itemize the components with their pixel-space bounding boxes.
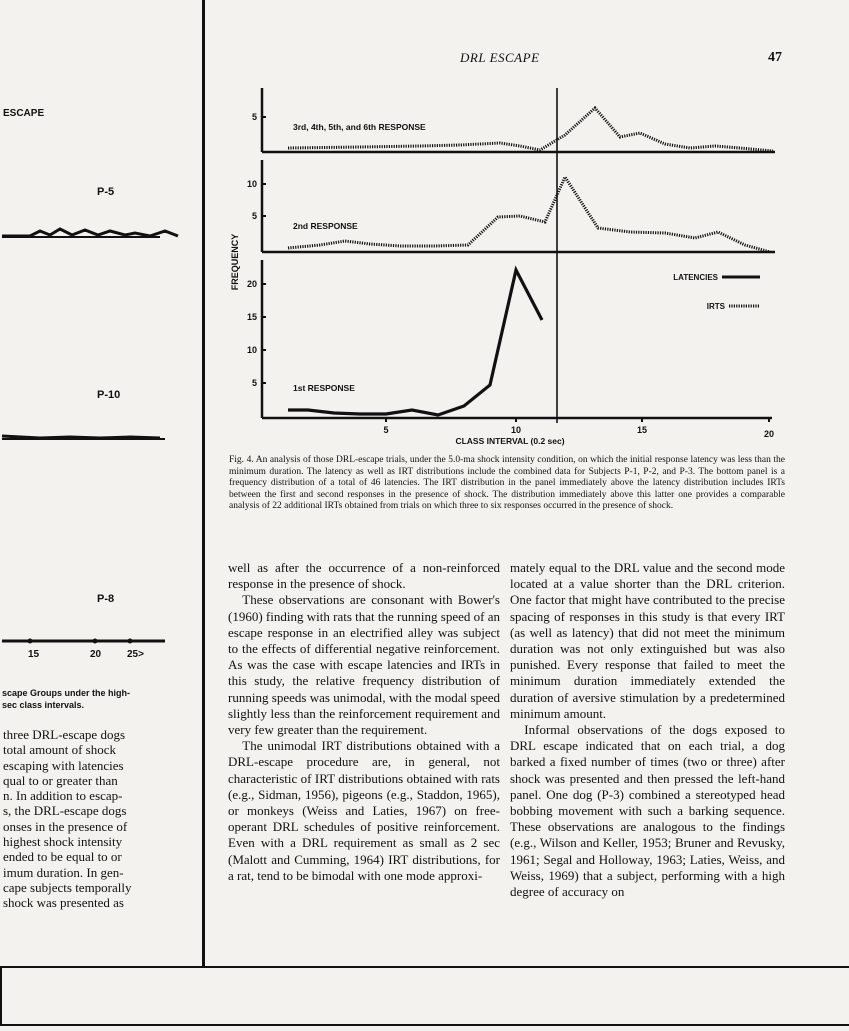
left-text-line: n. In addition to escap- xyxy=(3,788,123,804)
panel-bottom-label: 1st RESPONSE xyxy=(293,383,355,393)
panel-middle-irt-curve xyxy=(288,177,770,252)
left-panel-curve-p10 xyxy=(0,428,180,448)
panel-middle-y-tick: 5 xyxy=(251,211,257,221)
left-text-line: three DRL-escape dogs xyxy=(3,727,126,742)
panel-bottom-y-tick: 15 xyxy=(246,312,257,322)
x-tick-10: 10 xyxy=(510,425,522,435)
body-paragraph: well as after the occurrence of a non-reinforced response in the presence of shock. xyxy=(228,560,500,592)
figure-4 xyxy=(220,80,790,452)
left-panel-label-p8: P-8 xyxy=(97,593,115,605)
page-bottom-edge xyxy=(0,1024,849,1026)
x-tick-15: 15 xyxy=(636,425,648,435)
legend-latencies-label: LATENCIES xyxy=(673,273,718,282)
page-bottom-left-edge xyxy=(0,966,2,1026)
figure-caption: Fig. 4. An analysis of those DRL-escape trials, under the 5.0-ma shock intensity condition, on which the initial response latency was less than the minimum duration. The latency as well as IRT distributions include the combined data for Subjects P-1, P-2, and P-3. The bottom panel is a frequency distribution of a total of 46 latencies. The IRT distribution in the panel immediately above the latency distribution includes IRTs between the first and second responses in the presence of shock. The distribution immediately above this latter one provides a comparable analysis of 22 additional IRTs obtained from trials on which three to six responses occurred in the presence of shock. xyxy=(229,455,785,512)
left-panel-label-p10: P-10 xyxy=(97,389,121,401)
x-tick-5: 5 xyxy=(383,425,389,435)
left-text-line: s, the DRL-escape dogs xyxy=(3,803,127,819)
left-panel-curve-p5 xyxy=(0,222,180,242)
left-page-title: ESCAPE xyxy=(3,108,45,119)
left-text-line: cape subjects temporally xyxy=(3,879,132,895)
left-panel-axis-p8 xyxy=(0,632,180,648)
left-text-line: escaping with latencies xyxy=(3,757,124,773)
panel-bottom-y-tick: 20 xyxy=(246,279,257,289)
body-column-right xyxy=(510,560,785,900)
body-paragraph: mately equal to the DRL value and the second mode located at a value shorter than the DRL criterion. One factor that might have contributed to the precise spacing of responses in this study is that every IRT (as well as latency) that did not meet the minimum duration was not only extinguished but was also punished. Every response that failed to meet the minimum duration immediately extended the duration of aversive stimulation by a predetermined minimum amount. xyxy=(510,560,785,721)
left-axis-tick-15: 15 xyxy=(28,649,40,660)
left-figure-caption xyxy=(2,687,200,711)
x-tick-20: 20 xyxy=(763,429,775,439)
panel-bottom-y-tick: 5 xyxy=(251,378,257,388)
left-text-line: highest shock intensity xyxy=(3,834,123,850)
left-axis-tick-25: 25> xyxy=(127,649,144,660)
left-text-line: total amount of shock xyxy=(3,742,117,758)
page-bottom-rule xyxy=(0,966,849,968)
panel-bottom-y-tick: 10 xyxy=(246,345,257,355)
x-axis-label: CLASS INTERVAL (0.2 sec) xyxy=(455,436,565,446)
legend-irts-label: IRTS xyxy=(706,302,725,311)
left-text-line: onses in the presence of xyxy=(3,818,128,834)
left-page-text xyxy=(3,727,203,911)
body-paragraph: These observations are consonant with Bower's (1960) finding with rats that the running speed of an escape response in an electrified alley was subject to the effects of differential negative reinforcement. As was the case with escape latencies and IRTs in this study, the relative frequency distribution of running speeds was unimodal, with the modal speed slightly less than the reinforcement requirement and very few greater than the requirement. xyxy=(228,592,500,738)
left-panel-label-p5: P-5 xyxy=(97,186,115,198)
y-axis-label: FREQUENCY xyxy=(230,233,240,291)
left-text-line: imum duration. In gen- xyxy=(3,864,124,880)
panel-top-y-tick: 5 xyxy=(251,112,257,122)
panel-top-label: 3rd, 4th, 5th, and 6th RESPONSE xyxy=(293,122,426,132)
panel-middle-y-tick: 10 xyxy=(246,179,257,189)
left-text-line: qual to or greater than xyxy=(3,772,118,788)
page-gutter-line xyxy=(202,0,205,968)
left-text-line: ended to be equal to or xyxy=(3,849,122,865)
page-number: 47 xyxy=(768,50,782,65)
left-axis-tick-20: 20 xyxy=(90,649,102,660)
body-paragraph: Informal observations of the dogs exposed to DRL escape indicated that on each trial, a dog barked a fixed number of times (two or three) after shock was presented and then pressed the left-hand panel. One dog (P-3) combined a stereotyped head bobbing movement with such a barking sequence. These observations are analogous to the findings (e.g., Wilson and Keller, 1953; Bruner and Revusky, 1961; Segal and Holloway, 1963; Laties, Weiss, and Weiss, 1969) that a subject, performing with a high degree of accuracy on xyxy=(510,722,785,900)
running-head: DRL ESCAPE xyxy=(460,50,540,65)
panel-bottom-latency-curve xyxy=(288,270,542,415)
left-text-line: shock was presented as xyxy=(3,895,124,911)
body-paragraph: The unimodal IRT distributions obtained with a DRL-escape procedure are, in general, not characteristic of IRT distributions obtained with rats (e.g., Sidman, 1956), pigeons (e.g., Staddon, 1965), or monkeys (Weiss and Laties, 1967) on free-operant DRL schedules of positive reinforcement. Even with a DRL requirement as small as 2 sec (Malott and Cumming, 1964) IRT distributions, for a rat, tend to be bimodal with one mode approxi- xyxy=(228,738,500,883)
panel-middle-label: 2nd RESPONSE xyxy=(293,221,358,231)
body-column-left xyxy=(228,560,500,884)
left-caption-line: scape Groups under the high- xyxy=(2,688,131,698)
left-caption-line: sec class intervals. xyxy=(2,700,85,710)
